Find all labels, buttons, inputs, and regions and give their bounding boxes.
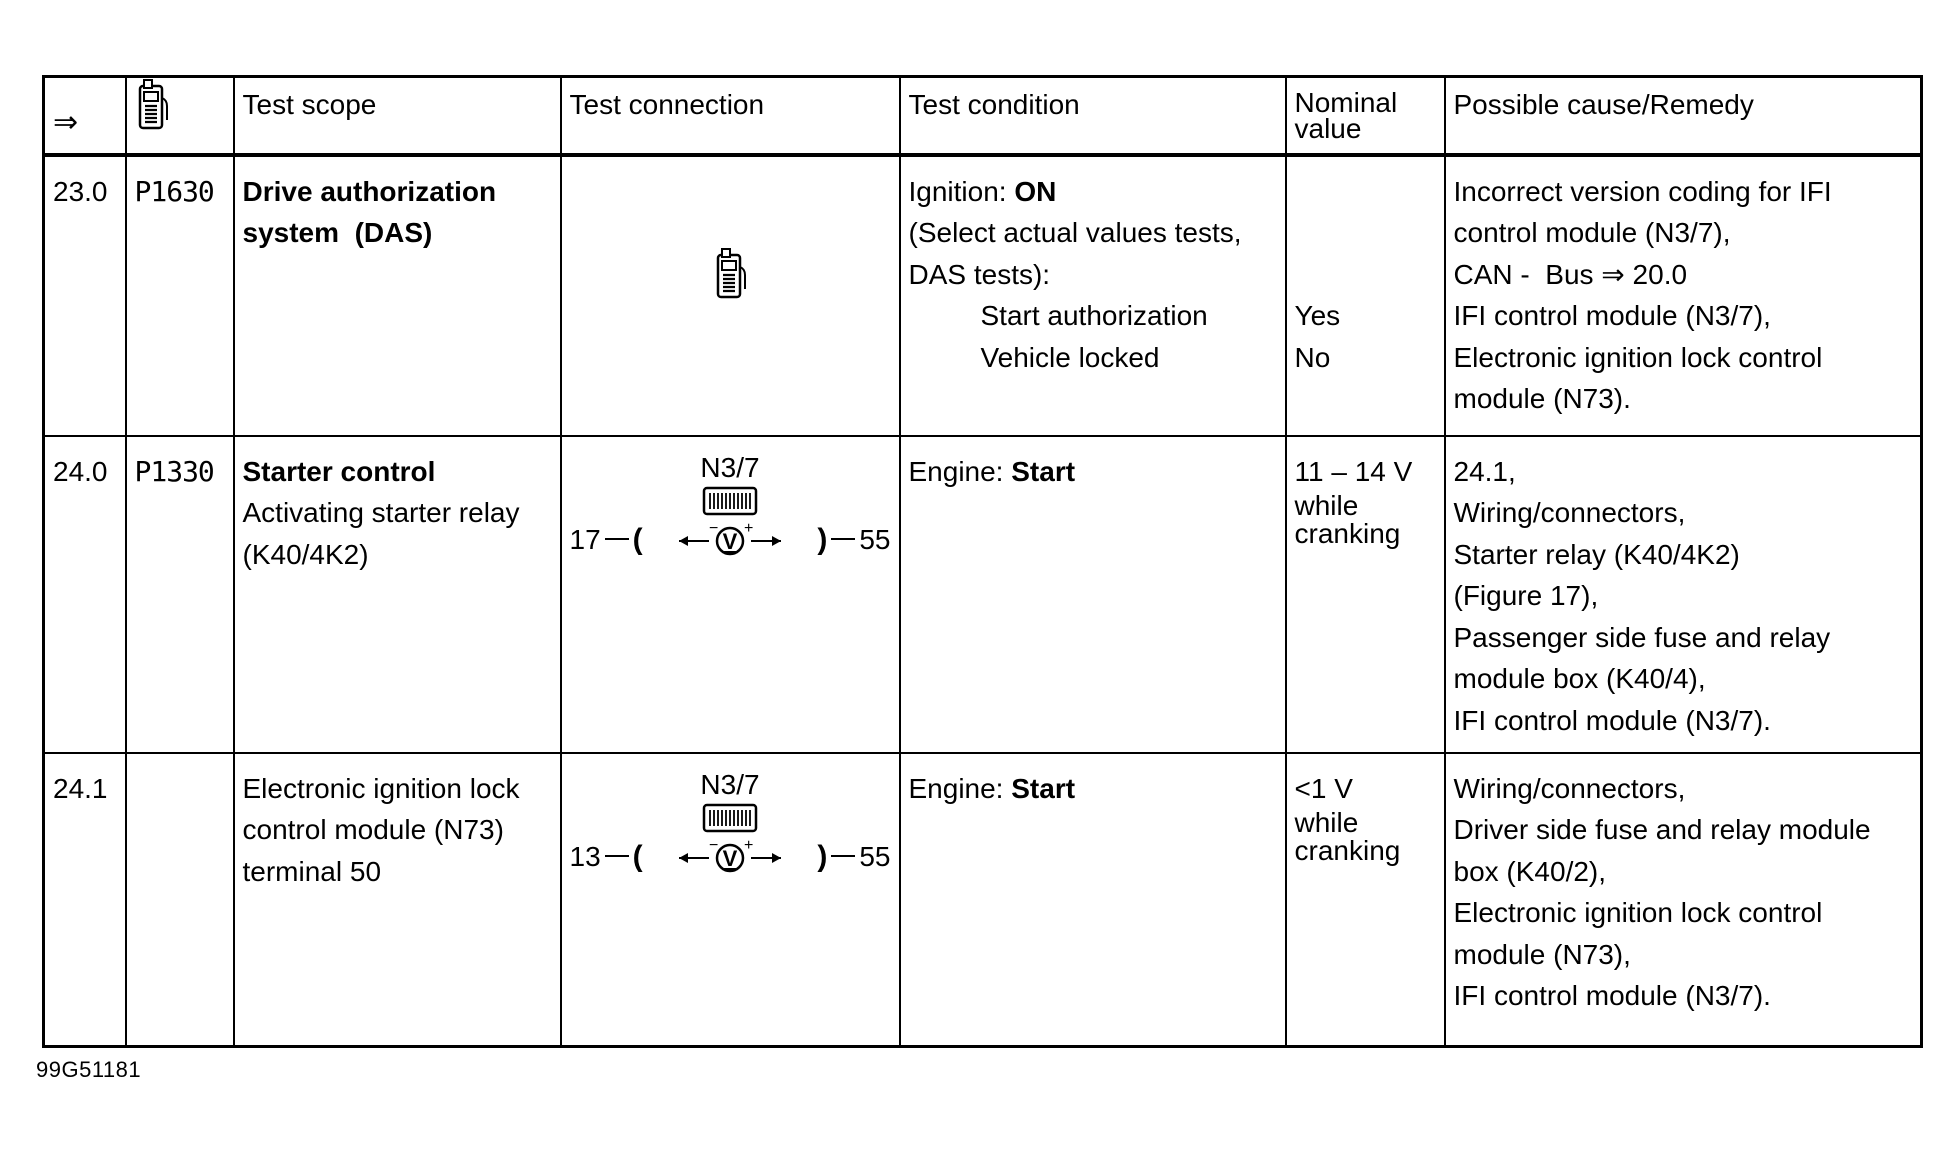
test-connection bbox=[561, 155, 900, 436]
condition-label: Engine: bbox=[908, 772, 1012, 804]
condition-item: Start authorization bbox=[980, 300, 1208, 331]
nominal-item: <1 V bbox=[1294, 772, 1353, 804]
test-scope bbox=[234, 155, 561, 436]
header-step-arrow bbox=[44, 77, 126, 155]
nominal-value bbox=[1286, 753, 1445, 1047]
header-tester-cell bbox=[126, 77, 234, 155]
header-nominal-line1: Nominal bbox=[1294, 87, 1398, 118]
nominal-item: 11 – 14 V bbox=[1294, 455, 1413, 487]
diagnostic-tester-icon bbox=[135, 78, 169, 130]
arrow-symbol: ⇒ bbox=[53, 106, 79, 139]
test-connection bbox=[561, 436, 900, 753]
connection-diagram bbox=[570, 768, 891, 878]
cause-line: Passenger side fuse and relay bbox=[1453, 621, 1831, 653]
svg-text:−: − bbox=[709, 838, 719, 855]
diagnostic-tester-icon bbox=[713, 247, 747, 299]
cause-remedy bbox=[1445, 436, 1922, 753]
pin-right: 55 bbox=[859, 523, 891, 555]
voltmeter-icon bbox=[675, 521, 785, 557]
cause-line: IFI control module (N3/7), bbox=[1453, 300, 1771, 331]
nominal-note: cranking bbox=[1294, 518, 1401, 549]
diagnostic-test-table bbox=[42, 75, 1923, 1048]
table-row bbox=[44, 753, 1922, 1047]
cause-line: Starter relay (K40/4K2) bbox=[1453, 538, 1740, 570]
cause-line: IFI control module (N3/7). bbox=[1453, 980, 1771, 1011]
svg-text:+: + bbox=[744, 521, 754, 538]
test-connection bbox=[561, 753, 900, 1047]
cause-line: box (K40/2), bbox=[1453, 855, 1607, 887]
nominal-value bbox=[1286, 436, 1445, 753]
fault-code bbox=[126, 753, 234, 1047]
cause-line: 24.1, bbox=[1453, 455, 1516, 487]
step-number: 24.1 bbox=[44, 753, 126, 1047]
test-condition bbox=[900, 753, 1286, 1047]
condition-value: Start bbox=[1011, 455, 1076, 487]
condition-ignition bbox=[909, 171, 1277, 213]
table-header-row bbox=[44, 77, 1922, 155]
pin-left: 17 bbox=[569, 523, 601, 555]
header-cause-remedy: Possible cause/Remedy bbox=[1445, 77, 1922, 155]
condition-value: Start bbox=[1011, 772, 1076, 804]
cause-line: module (N73). bbox=[1453, 383, 1631, 414]
header-nominal-value bbox=[1286, 77, 1445, 155]
cause-remedy bbox=[1445, 155, 1922, 436]
scope-title: system (DAS) bbox=[242, 217, 433, 248]
cause-remedy bbox=[1445, 753, 1922, 1047]
scope-title: Starter control bbox=[242, 455, 436, 487]
condition-label: Engine: bbox=[908, 455, 1012, 487]
step-number: 23.0 bbox=[44, 155, 126, 436]
nominal-item: Yes bbox=[1294, 300, 1341, 331]
cause-line: Electronic ignition lock control bbox=[1453, 897, 1823, 928]
meter-symbol: V bbox=[722, 846, 738, 872]
header-test-scope: Test scope bbox=[234, 77, 561, 155]
cause-line: Incorrect version coding for IFI bbox=[1453, 175, 1832, 207]
test-condition bbox=[900, 155, 1286, 436]
fault-code: P1330 bbox=[126, 436, 234, 753]
table-row bbox=[44, 155, 1922, 436]
scope-line: Electronic ignition lock bbox=[242, 772, 520, 804]
cause-line: module box (K40/4), bbox=[1453, 663, 1706, 694]
nominal-note: while bbox=[1294, 490, 1359, 521]
meter-symbol: V bbox=[722, 529, 738, 555]
condition-item: Vehicle locked bbox=[980, 341, 1160, 373]
module-label: N3/7 bbox=[700, 768, 760, 800]
module-label: N3/7 bbox=[700, 451, 760, 483]
nominal-note: cranking bbox=[1294, 835, 1401, 866]
test-condition bbox=[900, 436, 1286, 753]
header-nominal-line2: value bbox=[1294, 113, 1362, 144]
condition-line: DAS tests): bbox=[908, 258, 1051, 290]
nominal-item: No bbox=[1294, 341, 1331, 373]
cause-line: (Figure 17), bbox=[1453, 580, 1599, 611]
voltmeter-icon bbox=[675, 838, 785, 874]
cause-line: module (N73), bbox=[1453, 938, 1631, 970]
cause-line: Electronic ignition lock control bbox=[1453, 341, 1823, 373]
table-row bbox=[44, 436, 1922, 753]
cause-line: CAN - Bus ⇒ 20.0 bbox=[1453, 258, 1688, 290]
pin-right: 55 bbox=[859, 840, 891, 872]
cause-line: Wiring/connectors, bbox=[1453, 497, 1686, 528]
header-test-connection: Test connection bbox=[561, 77, 900, 155]
nominal-note: while bbox=[1294, 807, 1359, 838]
connection-pins: 17 ( V − + ) 55 bbox=[570, 519, 891, 561]
pin-left: 13 bbox=[569, 840, 601, 872]
condition-label: Ignition: bbox=[908, 175, 1015, 207]
cause-line: control module (N3/7), bbox=[1453, 217, 1731, 248]
scope-line: (K40/4K2) bbox=[242, 538, 369, 570]
step-number: 24.0 bbox=[44, 436, 126, 753]
scope-title: Drive authorization bbox=[242, 175, 497, 207]
scope-line: control module (N73) bbox=[242, 814, 504, 845]
cause-line: Driver side fuse and relay module bbox=[1453, 814, 1871, 845]
condition-value: ON bbox=[1014, 175, 1057, 207]
svg-text:+: + bbox=[744, 838, 754, 855]
control-module-icon bbox=[701, 802, 759, 836]
connection-pins: 13 ( V − + ) 55 bbox=[570, 836, 891, 878]
test-scope bbox=[234, 753, 561, 1047]
nominal-value bbox=[1286, 155, 1445, 436]
connection-diagram bbox=[570, 451, 891, 561]
scope-line: Activating starter relay bbox=[242, 497, 520, 528]
test-scope bbox=[234, 436, 561, 753]
cause-line: Wiring/connectors, bbox=[1453, 772, 1686, 804]
cause-line: IFI control module (N3/7). bbox=[1453, 704, 1771, 736]
document-id: 99G51181 bbox=[36, 1057, 142, 1082]
fault-code: P1630 bbox=[126, 155, 234, 436]
header-test-condition: Test condition bbox=[900, 77, 1286, 155]
control-module-icon bbox=[701, 485, 759, 519]
svg-text:−: − bbox=[709, 521, 719, 538]
scope-line: terminal 50 bbox=[242, 855, 382, 887]
condition-line: (Select actual values tests, bbox=[908, 217, 1242, 248]
